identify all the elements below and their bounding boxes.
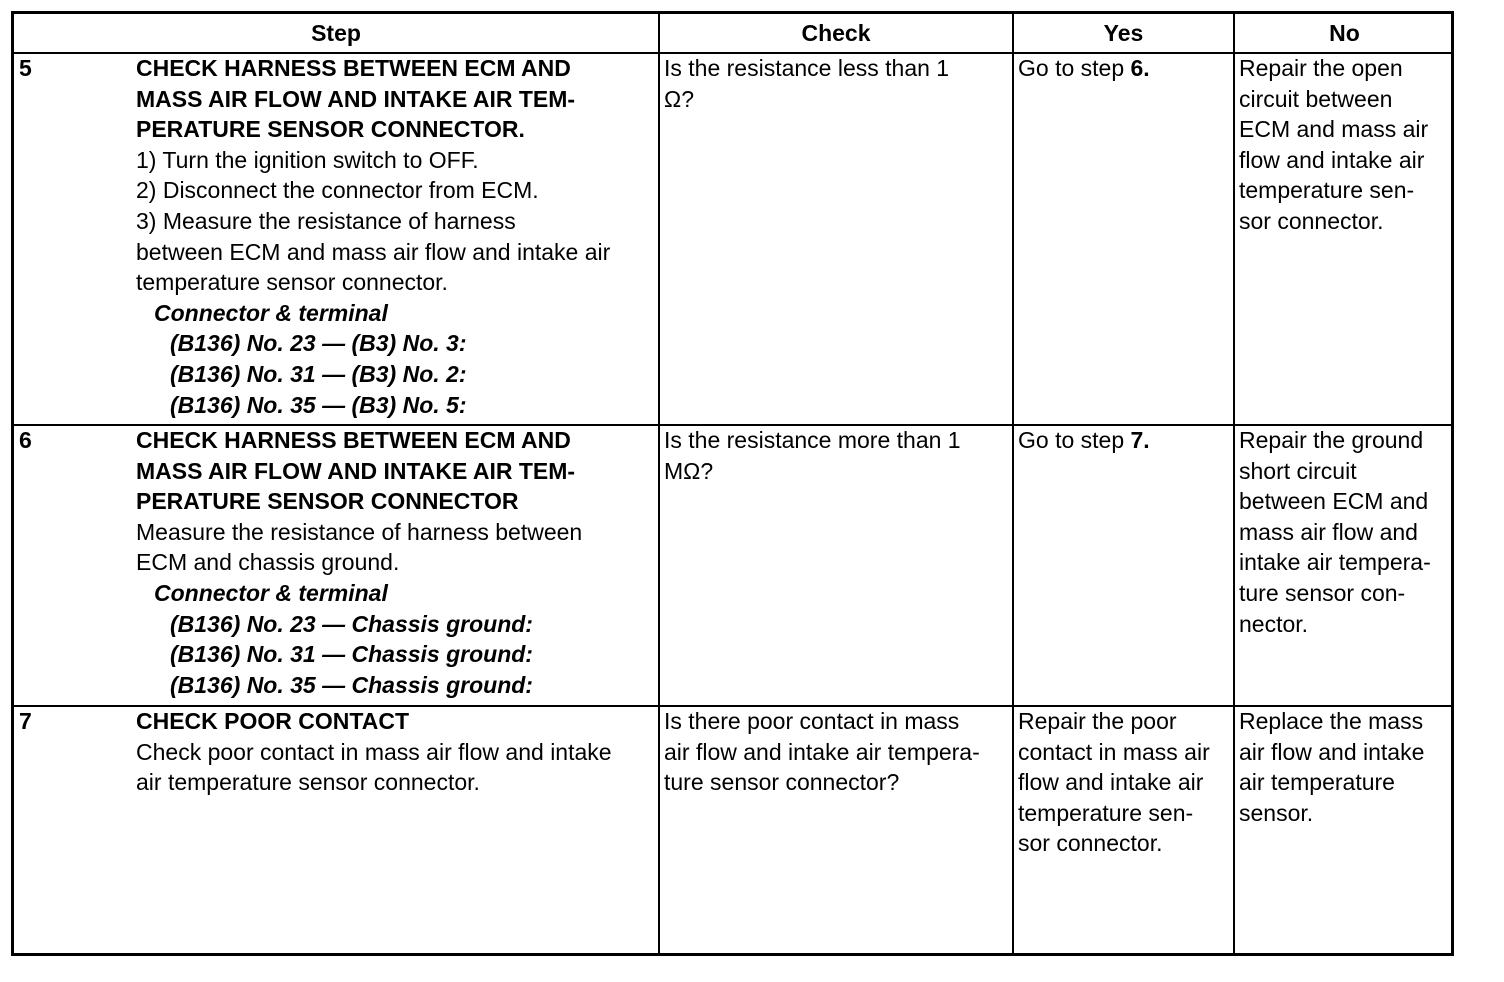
yes-line: flow and intake air <box>1018 769 1204 796</box>
terminal-line: (B136) No. 23 — Chassis ground: <box>170 610 533 637</box>
check-cell <box>664 53 1009 114</box>
check-line: Is the resistance less than 1 <box>664 55 950 81</box>
yes-line: contact in mass air <box>1018 738 1210 765</box>
terminal-line: (B136) No. 35 — (B3) No. 5: <box>170 391 467 418</box>
yes-line: Repair the poor <box>1018 708 1177 734</box>
no-line: sensor. <box>1239 799 1314 826</box>
connector-label: Connector & terminal <box>154 579 388 606</box>
no-line: short circuit <box>1239 457 1357 484</box>
check-line: ture sensor connector? <box>664 769 900 796</box>
step-title-line: MASS AIR FLOW AND INTAKE AIR TEM- <box>136 85 576 112</box>
yes-cell <box>1018 706 1230 859</box>
no-line: mass air flow and <box>1239 518 1418 545</box>
no-line: flow and intake air <box>1239 146 1425 173</box>
terminal-line: (B136) No. 31 — Chassis ground: <box>170 641 533 668</box>
yes-step-ref: 7. <box>1130 427 1150 453</box>
no-line: nector. <box>1239 610 1309 637</box>
step-content <box>136 706 656 798</box>
column-divider <box>658 14 660 953</box>
terminal-line: (B136) No. 35 — Chassis ground: <box>170 671 533 698</box>
no-line: between ECM and <box>1239 488 1429 515</box>
check-line: Is there poor contact in mass <box>664 708 960 734</box>
check-line: MΩ? <box>664 457 714 484</box>
step-instruction-line: Measure the resistance of harness between <box>136 518 583 545</box>
diagnostic-table <box>11 11 1454 956</box>
yes-line: temperature sen- <box>1018 799 1194 826</box>
step-instruction-line: ECM and chassis ground. <box>136 549 400 576</box>
yes-cell <box>1018 425 1230 456</box>
step-instruction-line: 2) Disconnect the connector from ECM. <box>136 177 539 204</box>
check-line: Is the resistance more than 1 <box>664 427 961 453</box>
no-line: sor connector. <box>1239 207 1384 234</box>
step-title-line: PERATURE SENSOR CONNECTOR. <box>136 116 525 143</box>
column-divider <box>1012 14 1014 953</box>
no-cell <box>1239 706 1454 828</box>
step-number: 6 <box>19 427 32 453</box>
no-cell <box>1239 53 1454 237</box>
step-instruction-line: air temperature sensor connector. <box>136 769 480 796</box>
yes-cell <box>1018 53 1230 84</box>
step-content <box>136 53 656 420</box>
yes-step-ref: 6. <box>1130 55 1150 81</box>
terminal-line: (B136) No. 31 — (B3) No. 2: <box>170 360 467 387</box>
step-title-line: PERATURE SENSOR CONNECTOR <box>136 488 519 515</box>
step-instruction-line: 1) Turn the ignition switch to OFF. <box>136 146 479 173</box>
step-number: 7 <box>19 708 32 734</box>
step-title-line: MASS AIR FLOW AND INTAKE AIR TEM- <box>136 457 576 484</box>
no-line: Repair the open <box>1239 55 1403 81</box>
step-instruction-line: between ECM and mass air flow and intake air <box>136 238 611 265</box>
header-step: Step <box>311 20 361 46</box>
step-instruction-line: Check poor contact in mass air flow and intake <box>136 738 612 765</box>
no-line: Repair the ground <box>1239 427 1424 453</box>
check-cell <box>664 706 1009 798</box>
no-line: air temperature <box>1239 769 1395 796</box>
no-line: intake air tempera- <box>1239 549 1431 576</box>
no-line: ECM and mass air <box>1239 116 1429 143</box>
no-line: ture sensor con- <box>1239 579 1406 606</box>
step-title-line: CHECK HARNESS BETWEEN ECM AND <box>136 427 571 453</box>
step-number: 5 <box>19 55 32 81</box>
header-check: Check <box>801 20 871 46</box>
step-content <box>136 425 656 700</box>
no-line: circuit between <box>1239 85 1393 112</box>
yes-text: Go to step <box>1018 55 1131 81</box>
check-line: Ω? <box>664 85 694 112</box>
column-divider <box>1233 14 1235 953</box>
step-title-line: CHECK POOR CONTACT <box>136 708 410 734</box>
check-cell <box>664 425 1009 486</box>
yes-text: Go to step <box>1018 427 1131 453</box>
connector-label: Connector & terminal <box>154 299 388 326</box>
step-instruction-line: 3) Measure the resistance of harness <box>136 207 516 234</box>
header-no: No <box>1329 20 1360 46</box>
no-line: Replace the mass <box>1239 708 1424 734</box>
no-line: temperature sen- <box>1239 177 1415 204</box>
terminal-line: (B136) No. 23 — (B3) No. 3: <box>170 330 467 357</box>
step-instruction-line: temperature sensor connector. <box>136 269 448 296</box>
no-cell <box>1239 425 1454 639</box>
step-title-line: CHECK HARNESS BETWEEN ECM AND <box>136 55 571 81</box>
check-line: air flow and intake air tempera- <box>664 738 980 765</box>
no-line: air flow and intake <box>1239 738 1425 765</box>
yes-line: sor connector. <box>1018 830 1163 857</box>
header-yes: Yes <box>1103 20 1144 46</box>
